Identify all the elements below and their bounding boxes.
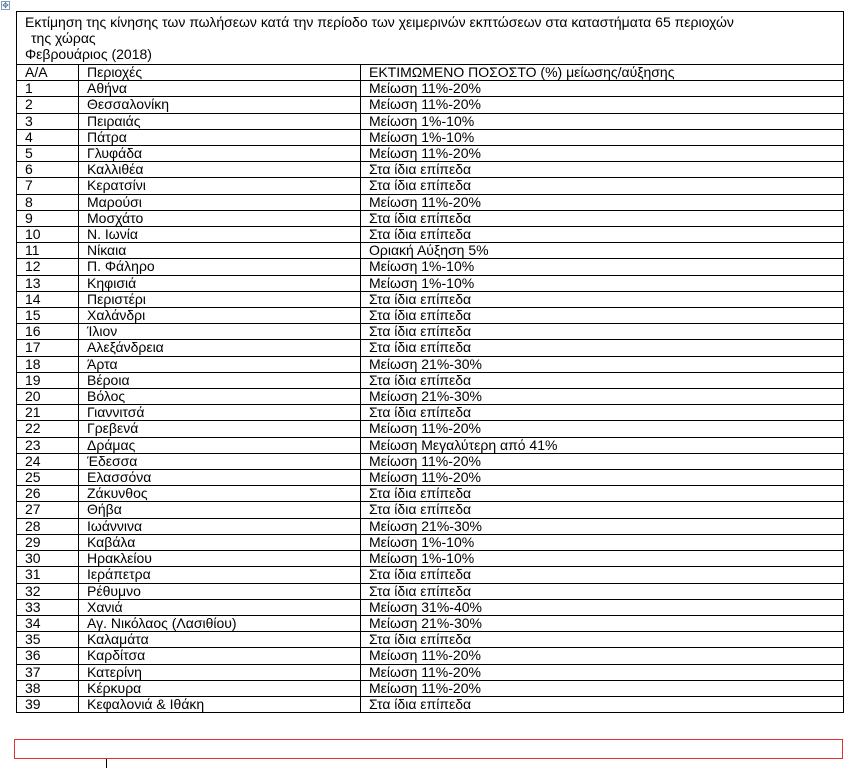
row-region-cell[interactable]: Γλυφάδα bbox=[79, 146, 361, 162]
row-region-cell[interactable]: Άρτα bbox=[79, 356, 361, 372]
row-index-cell[interactable]: 10 bbox=[17, 227, 79, 243]
table-row bbox=[17, 162, 844, 178]
table-row bbox=[17, 227, 844, 243]
row-region-cell[interactable]: Μαρούσι bbox=[79, 194, 361, 210]
row-index-cell[interactable]: 14 bbox=[17, 291, 79, 307]
table-row bbox=[17, 389, 844, 405]
row-index-cell[interactable]: 32 bbox=[17, 583, 79, 599]
row-estimate-cell[interactable]: Στα ίδια επίπεδα bbox=[361, 696, 844, 712]
row-region-cell[interactable]: Γρεβενά bbox=[79, 421, 361, 437]
row-region-cell[interactable]: Γιαννιτσά bbox=[79, 405, 361, 421]
table-row bbox=[17, 194, 844, 210]
row-region-cell[interactable]: Ζάκυνθος bbox=[79, 486, 361, 502]
row-region-cell[interactable]: Ίλιον bbox=[79, 324, 361, 340]
table-row bbox=[17, 470, 844, 486]
row-estimate-cell[interactable]: Στα ίδια επίπεδα bbox=[361, 405, 844, 421]
row-region-cell[interactable]: Κηφισιά bbox=[79, 275, 361, 291]
table-title-cell[interactable] bbox=[17, 12, 844, 65]
row-index-cell[interactable]: 13 bbox=[17, 275, 79, 291]
table-row bbox=[17, 324, 844, 340]
row-estimate-cell[interactable]: Μείωση 21%-30% bbox=[361, 356, 844, 372]
row-estimate-cell[interactable]: Μείωση 1%-10% bbox=[361, 275, 844, 291]
row-index-cell[interactable]: 12 bbox=[17, 259, 79, 275]
row-region-cell[interactable]: Χανιά bbox=[79, 599, 361, 615]
row-estimate-cell[interactable]: Μείωση 11%-20% bbox=[361, 648, 844, 664]
row-estimate-cell[interactable]: Μείωση Μεγαλύτερη από 41% bbox=[361, 437, 844, 453]
row-index-cell[interactable]: 6 bbox=[17, 162, 79, 178]
table-row bbox=[17, 664, 844, 680]
table-row bbox=[17, 129, 844, 145]
row-index-cell[interactable]: 11 bbox=[17, 243, 79, 259]
row-estimate-cell[interactable]: Στα ίδια επίπεδα bbox=[361, 567, 844, 583]
row-region-cell[interactable]: Νίκαια bbox=[79, 243, 361, 259]
table-row bbox=[17, 340, 844, 356]
row-index-cell[interactable]: 15 bbox=[17, 308, 79, 324]
row-region-cell[interactable]: Βέροια bbox=[79, 372, 361, 388]
row-estimate-cell[interactable]: Μείωση 21%-30% bbox=[361, 518, 844, 534]
row-region-cell[interactable]: Χαλάνδρι bbox=[79, 308, 361, 324]
row-estimate-cell[interactable]: Μείωση 11%-20% bbox=[361, 421, 844, 437]
table-row bbox=[17, 437, 844, 453]
table-row bbox=[17, 518, 844, 534]
row-index-cell[interactable]: 18 bbox=[17, 356, 79, 372]
row-region-cell[interactable]: Βόλος bbox=[79, 389, 361, 405]
row-estimate-cell[interactable]: Μείωση 1%-10% bbox=[361, 551, 844, 567]
row-estimate-cell[interactable]: Μείωση 11%-20% bbox=[361, 146, 844, 162]
row-region-cell[interactable]: Θήβα bbox=[79, 502, 361, 518]
row-index-cell[interactable]: 31 bbox=[17, 567, 79, 583]
row-estimate-cell[interactable]: Στα ίδια επίπεδα bbox=[361, 372, 844, 388]
row-index-cell[interactable]: 29 bbox=[17, 534, 79, 550]
row-index-cell[interactable]: 27 bbox=[17, 502, 79, 518]
row-estimate-cell[interactable]: Στα ίδια επίπεδα bbox=[361, 178, 844, 194]
row-region-cell[interactable]: Καρδίτσα bbox=[79, 648, 361, 664]
table-title-date: Φεβρουάριος (2018) bbox=[25, 46, 152, 62]
table-row bbox=[17, 567, 844, 583]
row-region-cell[interactable]: Καβάλα bbox=[79, 534, 361, 550]
row-index-cell[interactable]: 21 bbox=[17, 405, 79, 421]
row-estimate-cell[interactable]: Μείωση 1%-10% bbox=[361, 129, 844, 145]
row-region-cell[interactable]: Δράμας bbox=[79, 437, 361, 453]
row-estimate-cell[interactable]: Μείωση 11%-20% bbox=[361, 470, 844, 486]
table-row bbox=[17, 210, 844, 226]
table-title-line-1: Εκτίμηση της κίνησης των πωλήσεων κατά την περίοδο των χειμερινών εκπτώσεων στα καταστήματα 65 περιοχών bbox=[25, 14, 734, 30]
row-index-cell[interactable]: 17 bbox=[17, 340, 79, 356]
row-region-cell[interactable]: Περιστέρι bbox=[79, 291, 361, 307]
row-index-cell[interactable]: 5 bbox=[17, 146, 79, 162]
table-row bbox=[17, 405, 844, 421]
row-estimate-cell[interactable]: Μείωση 1%-10% bbox=[361, 113, 844, 129]
row-region-cell[interactable]: Έδεσσα bbox=[79, 453, 361, 469]
table-row bbox=[17, 696, 844, 712]
row-estimate-cell[interactable]: Μείωση 21%-30% bbox=[361, 615, 844, 631]
row-region-cell[interactable]: Πάτρα bbox=[79, 129, 361, 145]
header-cell-region[interactable]: Περιοχές bbox=[79, 65, 361, 81]
row-estimate-cell[interactable]: Μείωση 1%-10% bbox=[361, 259, 844, 275]
row-index-cell[interactable]: 25 bbox=[17, 470, 79, 486]
row-estimate-cell[interactable]: Οριακή Αύξηση 5% bbox=[361, 243, 844, 259]
table-row bbox=[17, 178, 844, 194]
row-estimate-cell[interactable]: Στα ίδια επίπεδα bbox=[361, 324, 844, 340]
row-index-cell[interactable]: 16 bbox=[17, 324, 79, 340]
title-row bbox=[17, 12, 844, 65]
row-index-cell[interactable]: 34 bbox=[17, 615, 79, 631]
row-index-cell[interactable]: 30 bbox=[17, 551, 79, 567]
table-row bbox=[17, 81, 844, 97]
table-row bbox=[17, 680, 844, 696]
header-cell-index[interactable]: Α/Α bbox=[17, 65, 79, 81]
row-region-cell[interactable]: Αθήνα bbox=[79, 81, 361, 97]
row-index-cell[interactable]: 36 bbox=[17, 648, 79, 664]
table-row bbox=[17, 599, 844, 615]
row-estimate-cell[interactable]: Μείωση 11%-20% bbox=[361, 97, 844, 113]
table-row bbox=[17, 583, 844, 599]
table-row bbox=[17, 648, 844, 664]
row-index-cell[interactable]: 7 bbox=[17, 178, 79, 194]
table-row bbox=[17, 632, 844, 648]
row-region-cell[interactable]: Κερατσίνι bbox=[79, 178, 361, 194]
row-estimate-cell[interactable]: Στα ίδια επίπεδα bbox=[361, 291, 844, 307]
row-selection-outline bbox=[14, 739, 843, 759]
row-estimate-cell[interactable]: Μείωση 1%-10% bbox=[361, 534, 844, 550]
text-cursor bbox=[106, 759, 107, 768]
row-estimate-cell[interactable]: Μείωση 11%-20% bbox=[361, 664, 844, 680]
row-region-cell[interactable]: Πειραιάς bbox=[79, 113, 361, 129]
row-estimate-cell[interactable]: Μείωση 21%-30% bbox=[361, 389, 844, 405]
row-estimate-cell[interactable]: Στα ίδια επίπεδα bbox=[361, 502, 844, 518]
row-region-cell[interactable]: Αλεξάνδρεια bbox=[79, 340, 361, 356]
table-row bbox=[17, 97, 844, 113]
row-index-cell[interactable]: 2 bbox=[17, 97, 79, 113]
header-cell-estimate[interactable]: ΕΚΤΙΜΩΜΕΝΟ ΠΟΣΟΣΤΟ (%) μείωσης/αύξησης bbox=[361, 65, 844, 81]
table-row bbox=[17, 551, 844, 567]
row-region-cell[interactable]: Καλαμάτα bbox=[79, 632, 361, 648]
row-index-cell[interactable]: 23 bbox=[17, 437, 79, 453]
row-region-cell[interactable]: Π. Φάληρο bbox=[79, 259, 361, 275]
row-index-cell[interactable]: 19 bbox=[17, 372, 79, 388]
row-index-cell[interactable]: 37 bbox=[17, 664, 79, 680]
row-region-cell[interactable]: Κεφαλονιά & Ιθάκη bbox=[79, 696, 361, 712]
table-row bbox=[17, 534, 844, 550]
row-index-cell[interactable]: 9 bbox=[17, 210, 79, 226]
row-index-cell[interactable]: 20 bbox=[17, 389, 79, 405]
row-region-cell[interactable]: Αγ. Νικόλαος (Λασιθίου) bbox=[79, 615, 361, 631]
table-row bbox=[17, 259, 844, 275]
row-index-cell[interactable]: 33 bbox=[17, 599, 79, 615]
row-estimate-cell[interactable]: Στα ίδια επίπεδα bbox=[361, 227, 844, 243]
table-row bbox=[17, 243, 844, 259]
row-region-cell[interactable]: Κατερίνη bbox=[79, 664, 361, 680]
row-index-cell[interactable]: 39 bbox=[17, 696, 79, 712]
row-index-cell[interactable]: 38 bbox=[17, 680, 79, 696]
header-row bbox=[17, 65, 844, 81]
table-row bbox=[17, 308, 844, 324]
table-title-line-2: της χώρας bbox=[31, 30, 96, 46]
table-row bbox=[17, 453, 844, 469]
row-index-cell[interactable]: 8 bbox=[17, 194, 79, 210]
row-estimate-cell[interactable]: Στα ίδια επίπεδα bbox=[361, 340, 844, 356]
row-region-cell[interactable]: Ν. Ιωνία bbox=[79, 227, 361, 243]
table-row bbox=[17, 486, 844, 502]
row-region-cell[interactable]: Ιεράπετρα bbox=[79, 567, 361, 583]
table-row bbox=[17, 421, 844, 437]
row-region-cell[interactable]: Θεσσαλονίκη bbox=[79, 97, 361, 113]
table-row bbox=[17, 502, 844, 518]
row-region-cell[interactable]: Μοσχάτο bbox=[79, 210, 361, 226]
row-region-cell[interactable]: Ελασσόνα bbox=[79, 470, 361, 486]
table-row bbox=[17, 146, 844, 162]
row-region-cell[interactable]: Ρέθυμνο bbox=[79, 583, 361, 599]
row-estimate-cell[interactable]: Μείωση 31%-40% bbox=[361, 599, 844, 615]
row-estimate-cell[interactable]: Μείωση 11%-20% bbox=[361, 453, 844, 469]
row-index-cell[interactable]: 3 bbox=[17, 113, 79, 129]
row-estimate-cell[interactable]: Στα ίδια επίπεδα bbox=[361, 486, 844, 502]
table-row bbox=[17, 113, 844, 129]
row-index-cell[interactable]: 24 bbox=[17, 453, 79, 469]
row-estimate-cell[interactable]: Στα ίδια επίπεδα bbox=[361, 632, 844, 648]
row-index-cell[interactable]: 28 bbox=[17, 518, 79, 534]
row-estimate-cell[interactable]: Μείωση 11%-20% bbox=[361, 81, 844, 97]
row-region-cell[interactable]: Κέρκυρα bbox=[79, 680, 361, 696]
row-estimate-cell[interactable]: Στα ίδια επίπεδα bbox=[361, 162, 844, 178]
row-estimate-cell[interactable]: Στα ίδια επίπεδα bbox=[361, 210, 844, 226]
table-row bbox=[17, 372, 844, 388]
sales-estimate-table bbox=[16, 11, 844, 713]
row-estimate-cell[interactable]: Μείωση 11%-20% bbox=[361, 194, 844, 210]
row-region-cell[interactable]: Ιωάννινα bbox=[79, 518, 361, 534]
table-row bbox=[17, 356, 844, 372]
row-index-cell[interactable]: 22 bbox=[17, 421, 79, 437]
row-index-cell[interactable]: 35 bbox=[17, 632, 79, 648]
row-region-cell[interactable]: Καλλιθέα bbox=[79, 162, 361, 178]
row-index-cell[interactable]: 26 bbox=[17, 486, 79, 502]
table-row bbox=[17, 615, 844, 631]
row-region-cell[interactable]: Ηρακλείου bbox=[79, 551, 361, 567]
table-row bbox=[17, 275, 844, 291]
table-row bbox=[17, 291, 844, 307]
row-estimate-cell[interactable]: Μείωση 11%-20% bbox=[361, 680, 844, 696]
row-index-cell[interactable]: 1 bbox=[17, 81, 79, 97]
document-table-container bbox=[16, 11, 843, 713]
row-index-cell[interactable]: 4 bbox=[17, 129, 79, 145]
table-move-handle-icon[interactable]: ✥ bbox=[2, 0, 9, 10]
row-estimate-cell[interactable]: Στα ίδια επίπεδα bbox=[361, 583, 844, 599]
row-estimate-cell[interactable]: Στα ίδια επίπεδα bbox=[361, 308, 844, 324]
